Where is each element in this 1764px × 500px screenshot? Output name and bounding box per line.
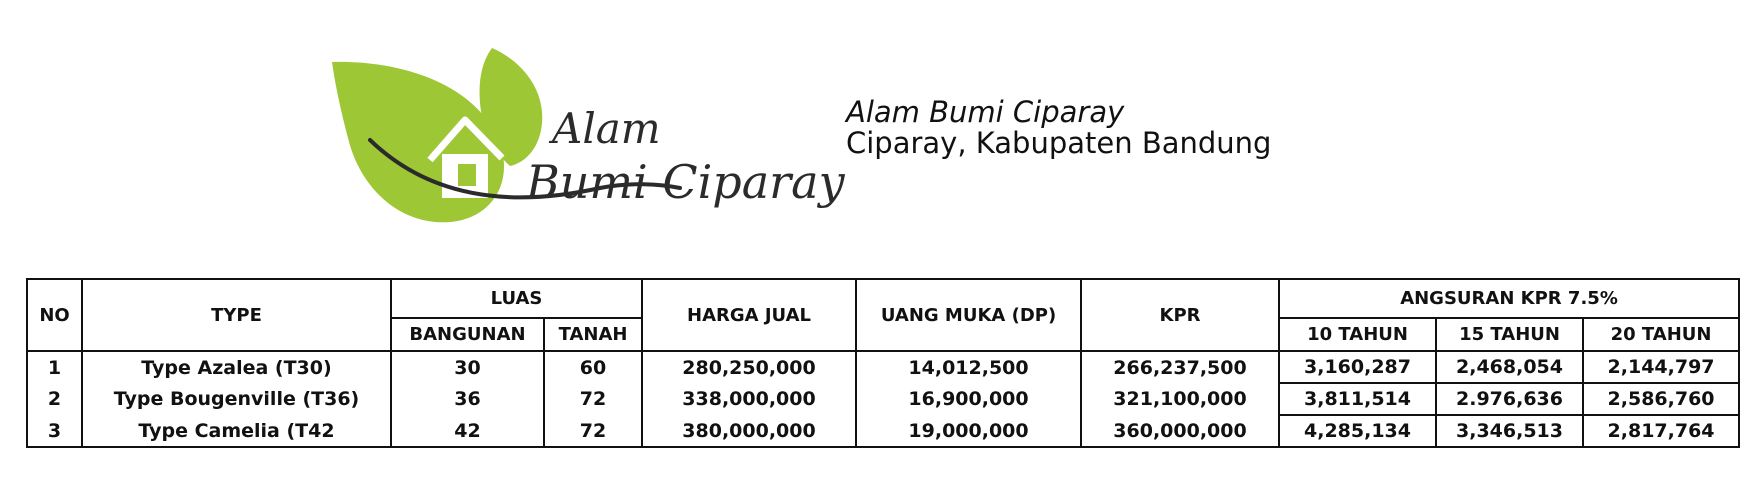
page-subtitle: Ciparay, Kabupaten Bandung xyxy=(846,126,1272,161)
cell-15-tahun: 3,346,513 xyxy=(1436,415,1583,447)
cell-tanah: 72 xyxy=(544,415,642,447)
cell-20-tahun: 2,144,797 xyxy=(1583,351,1739,383)
cell-bangunan: 42 xyxy=(391,415,544,447)
cell-10-tahun: 3,160,287 xyxy=(1279,351,1436,383)
col-header-no: NO xyxy=(27,279,82,351)
cell-tanah: 72 xyxy=(544,383,642,415)
col-header-luas: LUAS xyxy=(391,279,642,318)
cell-bangunan: 30 xyxy=(391,351,544,383)
cell-bangunan: 36 xyxy=(391,383,544,415)
col-header-angsuran: ANGSURAN KPR 7.5% xyxy=(1279,279,1739,318)
cell-kpr: 266,237,500 xyxy=(1081,351,1279,383)
col-header-10-tahun: 10 TAHUN xyxy=(1279,318,1436,351)
cell-uang-muka: 14,012,500 xyxy=(856,351,1081,383)
col-header-type: TYPE xyxy=(82,279,391,351)
cell-type: Type Azalea (T30) xyxy=(82,351,391,383)
table-row xyxy=(27,383,1739,415)
cell-10-tahun: 3,811,514 xyxy=(1279,383,1436,415)
cell-no: 1 xyxy=(27,351,82,383)
cell-20-tahun: 2,817,764 xyxy=(1583,415,1739,447)
col-header-harga-jual: HARGA JUAL xyxy=(642,279,856,351)
cell-uang-muka: 16,900,000 xyxy=(856,383,1081,415)
cell-harga-jual: 380,000,000 xyxy=(642,415,856,447)
cell-type: Type Camelia (T42 xyxy=(82,415,391,447)
col-header-kpr: KPR xyxy=(1081,279,1279,351)
brand-logo xyxy=(330,48,845,228)
cell-harga-jual: 280,250,000 xyxy=(642,351,856,383)
table-row xyxy=(27,415,1739,447)
cell-15-tahun: 2.976,636 xyxy=(1436,383,1583,415)
cell-type: Type Bougenville (T36) xyxy=(82,383,391,415)
cell-no: 2 xyxy=(27,383,82,415)
cell-no: 3 xyxy=(27,415,82,447)
cell-20-tahun: 2,586,760 xyxy=(1583,383,1739,415)
cell-kpr: 321,100,000 xyxy=(1081,383,1279,415)
cell-10-tahun: 4,285,134 xyxy=(1279,415,1436,447)
col-header-uang-muka: UANG MUKA (DP) xyxy=(856,279,1081,351)
col-header-tanah: TANAH xyxy=(544,318,642,351)
price-table xyxy=(26,278,1740,448)
cell-15-tahun: 2,468,054 xyxy=(1436,351,1583,383)
col-header-15-tahun: 15 TAHUN xyxy=(1436,318,1583,351)
table-row xyxy=(27,351,1739,383)
logo-text-bumi-ciparay: Bumi Ciparay xyxy=(526,155,845,209)
header xyxy=(846,97,1271,160)
logo-text-alam: Alam xyxy=(552,104,661,153)
page-title: Alam Bumi Ciparay xyxy=(846,95,1125,129)
big-leaf-icon xyxy=(332,62,504,222)
cell-harga-jual: 338,000,000 xyxy=(642,383,856,415)
col-header-20-tahun: 20 TAHUN xyxy=(1583,318,1739,351)
header-row xyxy=(27,279,1739,318)
cell-kpr: 360,000,000 xyxy=(1081,415,1279,447)
leaf-house-logo-icon xyxy=(330,48,845,228)
col-header-bangunan: BANGUNAN xyxy=(391,318,544,351)
cell-tanah: 60 xyxy=(544,351,642,383)
cell-uang-muka: 19,000,000 xyxy=(856,415,1081,447)
